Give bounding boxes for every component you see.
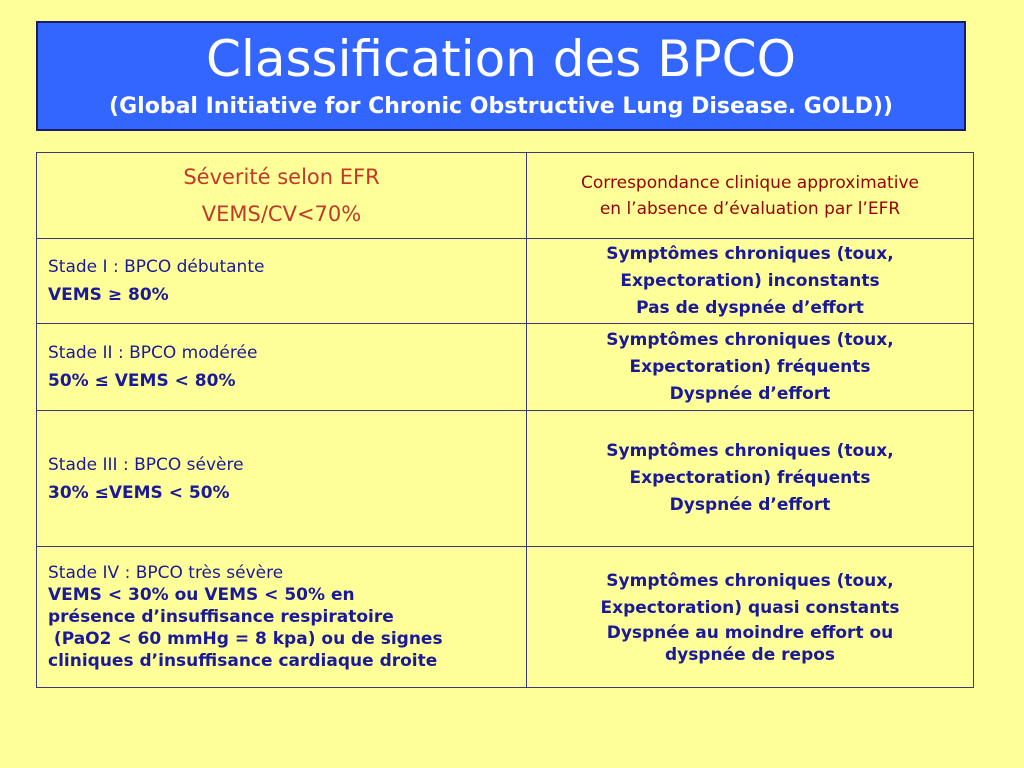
stage-cell: [37, 324, 527, 411]
stage-name: Stade IV : BPCO très sévère: [48, 563, 284, 583]
stage-name: Stade III : BPCO sévère: [48, 454, 244, 475]
stage-cell: [37, 411, 527, 547]
clinical-line: Dyspnée d’effort: [669, 495, 831, 515]
stage-vems: VEMS ≥ 80%: [48, 285, 169, 305]
table-row: [37, 324, 974, 411]
slide-title: Classification des BPCO: [206, 30, 796, 88]
stage-vems: (PaO2 < 60 mmHg = 8 kpa) ou de signes: [48, 629, 443, 649]
clinical-line: Dyspnée au moindre effort ou: [606, 623, 894, 643]
clinical-cell: [527, 547, 974, 688]
stage-vems: 30% ≤VEMS < 50%: [48, 482, 230, 503]
table-header-row: [37, 153, 974, 239]
title-banner: [36, 21, 966, 131]
clinical-cell: [527, 239, 974, 324]
clinical-line: Expectoration) fréquents: [629, 468, 871, 488]
clinical-line: Expectoration) fréquents: [629, 356, 871, 377]
header-severity-line2: VEMS/CV<70%: [201, 201, 362, 226]
clinical-cell: [527, 324, 974, 411]
classification-table: [36, 152, 974, 688]
stage-name: Stade II : BPCO modérée: [48, 343, 258, 363]
header-severity: [37, 153, 527, 239]
slide-subtitle: (Global Initiative for Chronic Obstructive Lung Disease. GOLD)): [109, 94, 893, 119]
clinical-line: Symptômes chroniques (toux,: [606, 329, 894, 350]
clinical-line: Dyspnée d’effort: [669, 383, 831, 404]
stage-name: Stade I : BPCO débutante: [48, 257, 265, 277]
clinical-line: Pas de dyspnée d’effort: [636, 297, 864, 318]
clinical-line: Symptômes chroniques (toux,: [606, 571, 894, 591]
clinical-line: Expectoration) inconstants: [620, 270, 880, 291]
stage-vems: cliniques d’insuffisance cardiaque droite: [48, 651, 438, 671]
table-row: [37, 547, 974, 688]
header-clinical-line2: en l’absence d’évaluation par l’EFR: [599, 198, 901, 219]
stage-vems: 50% ≤ VEMS < 80%: [48, 371, 236, 391]
clinical-line: Symptômes chroniques (toux,: [606, 243, 894, 264]
stage-cell: [37, 547, 527, 688]
clinical-line: Expectoration) quasi constants: [600, 598, 900, 618]
clinical-cell: [527, 411, 974, 547]
clinical-line: Symptômes chroniques (toux,: [606, 441, 894, 461]
clinical-line: dyspnée de repos: [664, 645, 836, 665]
table-row: [37, 411, 974, 547]
header-clinical-line1: Correspondance clinique approximative: [581, 172, 919, 193]
header-severity-line1: Séverité selon EFR: [183, 164, 380, 189]
stage-vems: VEMS < 30% ou VEMS < 50% en: [48, 585, 355, 605]
stage-cell: [37, 239, 527, 324]
table-row: [37, 239, 974, 324]
header-clinical: [527, 153, 974, 239]
stage-vems: présence d’insuffisance respiratoire: [48, 607, 394, 627]
